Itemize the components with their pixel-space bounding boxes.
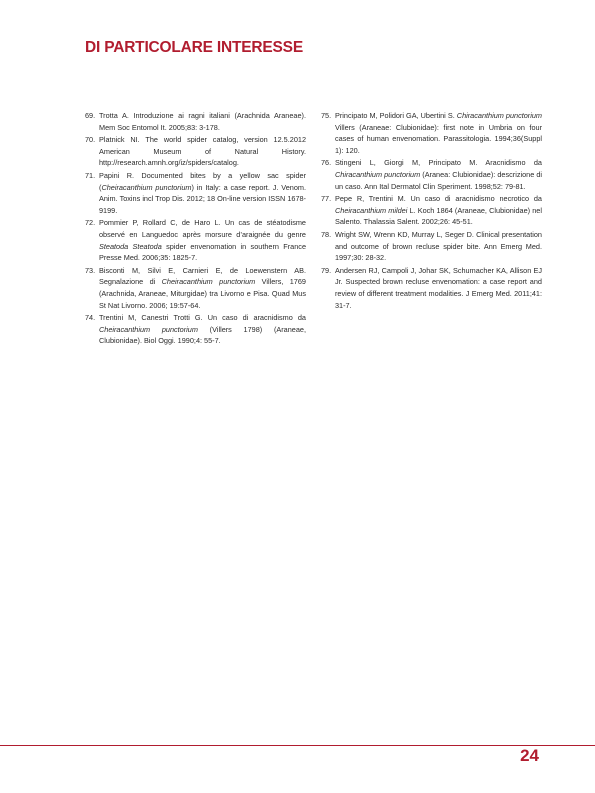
reference-text-segment: Pepe R, Trentini M. Un caso di aracnidismo necrotico da — [335, 194, 542, 204]
reference-number: 77. — [321, 194, 332, 204]
reference-text — [99, 217, 306, 263]
reference-item — [85, 217, 306, 263]
reference-text-segment: Platnick NI. The world spider catalog, version 12.5.2012 American Museum of Natural History. http://research.amnh.org/iz/spiders/catalog. — [99, 135, 306, 168]
reference-text — [99, 134, 306, 169]
references-left-column — [85, 110, 306, 348]
reference-text-segment: L. Koch 1864 (Araneae, Clubionidae) nel Salento. Thalassia Salent. 2002;26: 45-51. — [335, 205, 542, 227]
reference-item — [321, 265, 542, 311]
reference-text-segment: spider envenomation in southern France Presse Med. 2006;35: 1825-7. — [99, 241, 307, 263]
reference-text — [99, 170, 306, 216]
reference-text-segment: ) in Italy: a case report. J. Venom. Anim. Toxins incl Trop Dis. 2012; 18 On-line version ISSN 1678-9199. — [99, 182, 306, 215]
reference-text-segment: (Aranea: Clubionidae): descrizione di un caso. Ann Ital Dermatol Clin Speriment. 1998;52: 79-81. — [335, 169, 542, 191]
reference-text — [335, 193, 542, 228]
reference-text — [335, 110, 542, 156]
reference-number: 71. — [85, 170, 96, 180]
reference-text-segment: Andersen RJ, Campoli J, Johar SK, Schumacher KA, Allison EJ Jr. Suspected brown recluse envenomation: a case report and review of different treatment modalities. J Emerg Med. 2011;41: 31-7. — [335, 265, 542, 310]
reference-text-segment: Stingeni L, Giorgi M, Principato M. Aracnidismo da — [335, 158, 542, 168]
reference-item — [85, 265, 306, 311]
reference-number: 75. — [321, 111, 332, 120]
reference-species-name: Chiracanthium punctorium — [335, 169, 421, 179]
reference-item — [85, 312, 306, 347]
reference-text-segment: Wright SW, Wrenn KD, Murray L, Seger D. Clinical presentation and outcome of brown recluse spider bite. Ann Emerg Med. 1997;30: 28-32. — [335, 229, 542, 263]
reference-number: 70. — [85, 135, 96, 145]
reference-item — [321, 110, 542, 156]
page-number: 24 — [520, 746, 539, 765]
reference-text-segment: Principato M, Polidori GA, Ubertini S. — [335, 111, 457, 120]
reference-text-segment: Trotta A. Introduzione ai ragni italiani (Arachnida Araneae). Mem Soc Entomol It. 2005;83: 3-178. — [99, 111, 306, 132]
reference-text-segment: Pommier P, Rollard C, de Haro L. Un cas de stéatodisme observé en Languedoc après morsure d’araignée du genre — [99, 218, 306, 239]
reference-species-name: Steatoda Steatoda — [99, 241, 162, 251]
reference-number: 79. — [321, 265, 332, 275]
reference-text — [335, 265, 542, 311]
reference-species-name: Cheiracanthium punctorium — [161, 277, 256, 287]
reference-text — [99, 265, 306, 311]
reference-text — [99, 312, 306, 347]
reference-text-segment: Villers, 1769 (Arachnida, Araneae, Miturgidae) tra Livorno e Pisa. Quad Mus St Nat Livorno. 2006; 19:57-64. — [99, 277, 306, 310]
reference-text — [335, 229, 542, 264]
reference-species-name: Cheiracanthium punctorium — [99, 324, 198, 334]
reference-number: 69. — [85, 111, 96, 120]
reference-item — [321, 157, 542, 192]
reference-item — [321, 229, 542, 264]
reference-number: 74. — [85, 313, 96, 323]
reference-species-name: Cheiracanthium mildei — [335, 205, 408, 215]
reference-number: 72. — [85, 218, 96, 228]
reference-text-segment: (Villers 1798) (Araneae, Clubionidae). Biol Oggi. 1990;4: 55-7. — [99, 324, 306, 346]
reference-species-name: Chiracanthium punctorium — [456, 111, 542, 120]
reference-text-segment: Papini R. Documented bites by a yellow sac spider ( — [99, 170, 306, 192]
reference-text — [335, 157, 542, 192]
reference-text-segment: Trentini M, Canestri Trotti G. Un caso di aracnidismo da — [99, 313, 306, 323]
reference-text — [99, 110, 306, 133]
reference-number: 73. — [85, 265, 96, 275]
references-right-column — [321, 110, 542, 312]
reference-item — [85, 134, 306, 169]
reference-species-name: Cheiracanthium punctorium — [101, 182, 192, 192]
footer-divider — [0, 745, 595, 746]
reference-text-segment: Bisconti M, Silvi E, Carnieri E, de Loewenstern AB. Segnalazione di — [99, 265, 306, 287]
page-section-title: DI PARTICOLARE INTERESSE — [85, 39, 303, 56]
reference-item — [85, 110, 306, 133]
reference-item — [85, 170, 306, 216]
reference-text-segment: Villers (Araneae: Clubionidae): first note in Umbria on four cases of human envenomation. Parassitologia. 1994;36(Suppl 1): 120. — [335, 122, 542, 155]
reference-item — [321, 193, 542, 228]
reference-number: 76. — [321, 158, 332, 168]
reference-number: 78. — [321, 229, 332, 239]
